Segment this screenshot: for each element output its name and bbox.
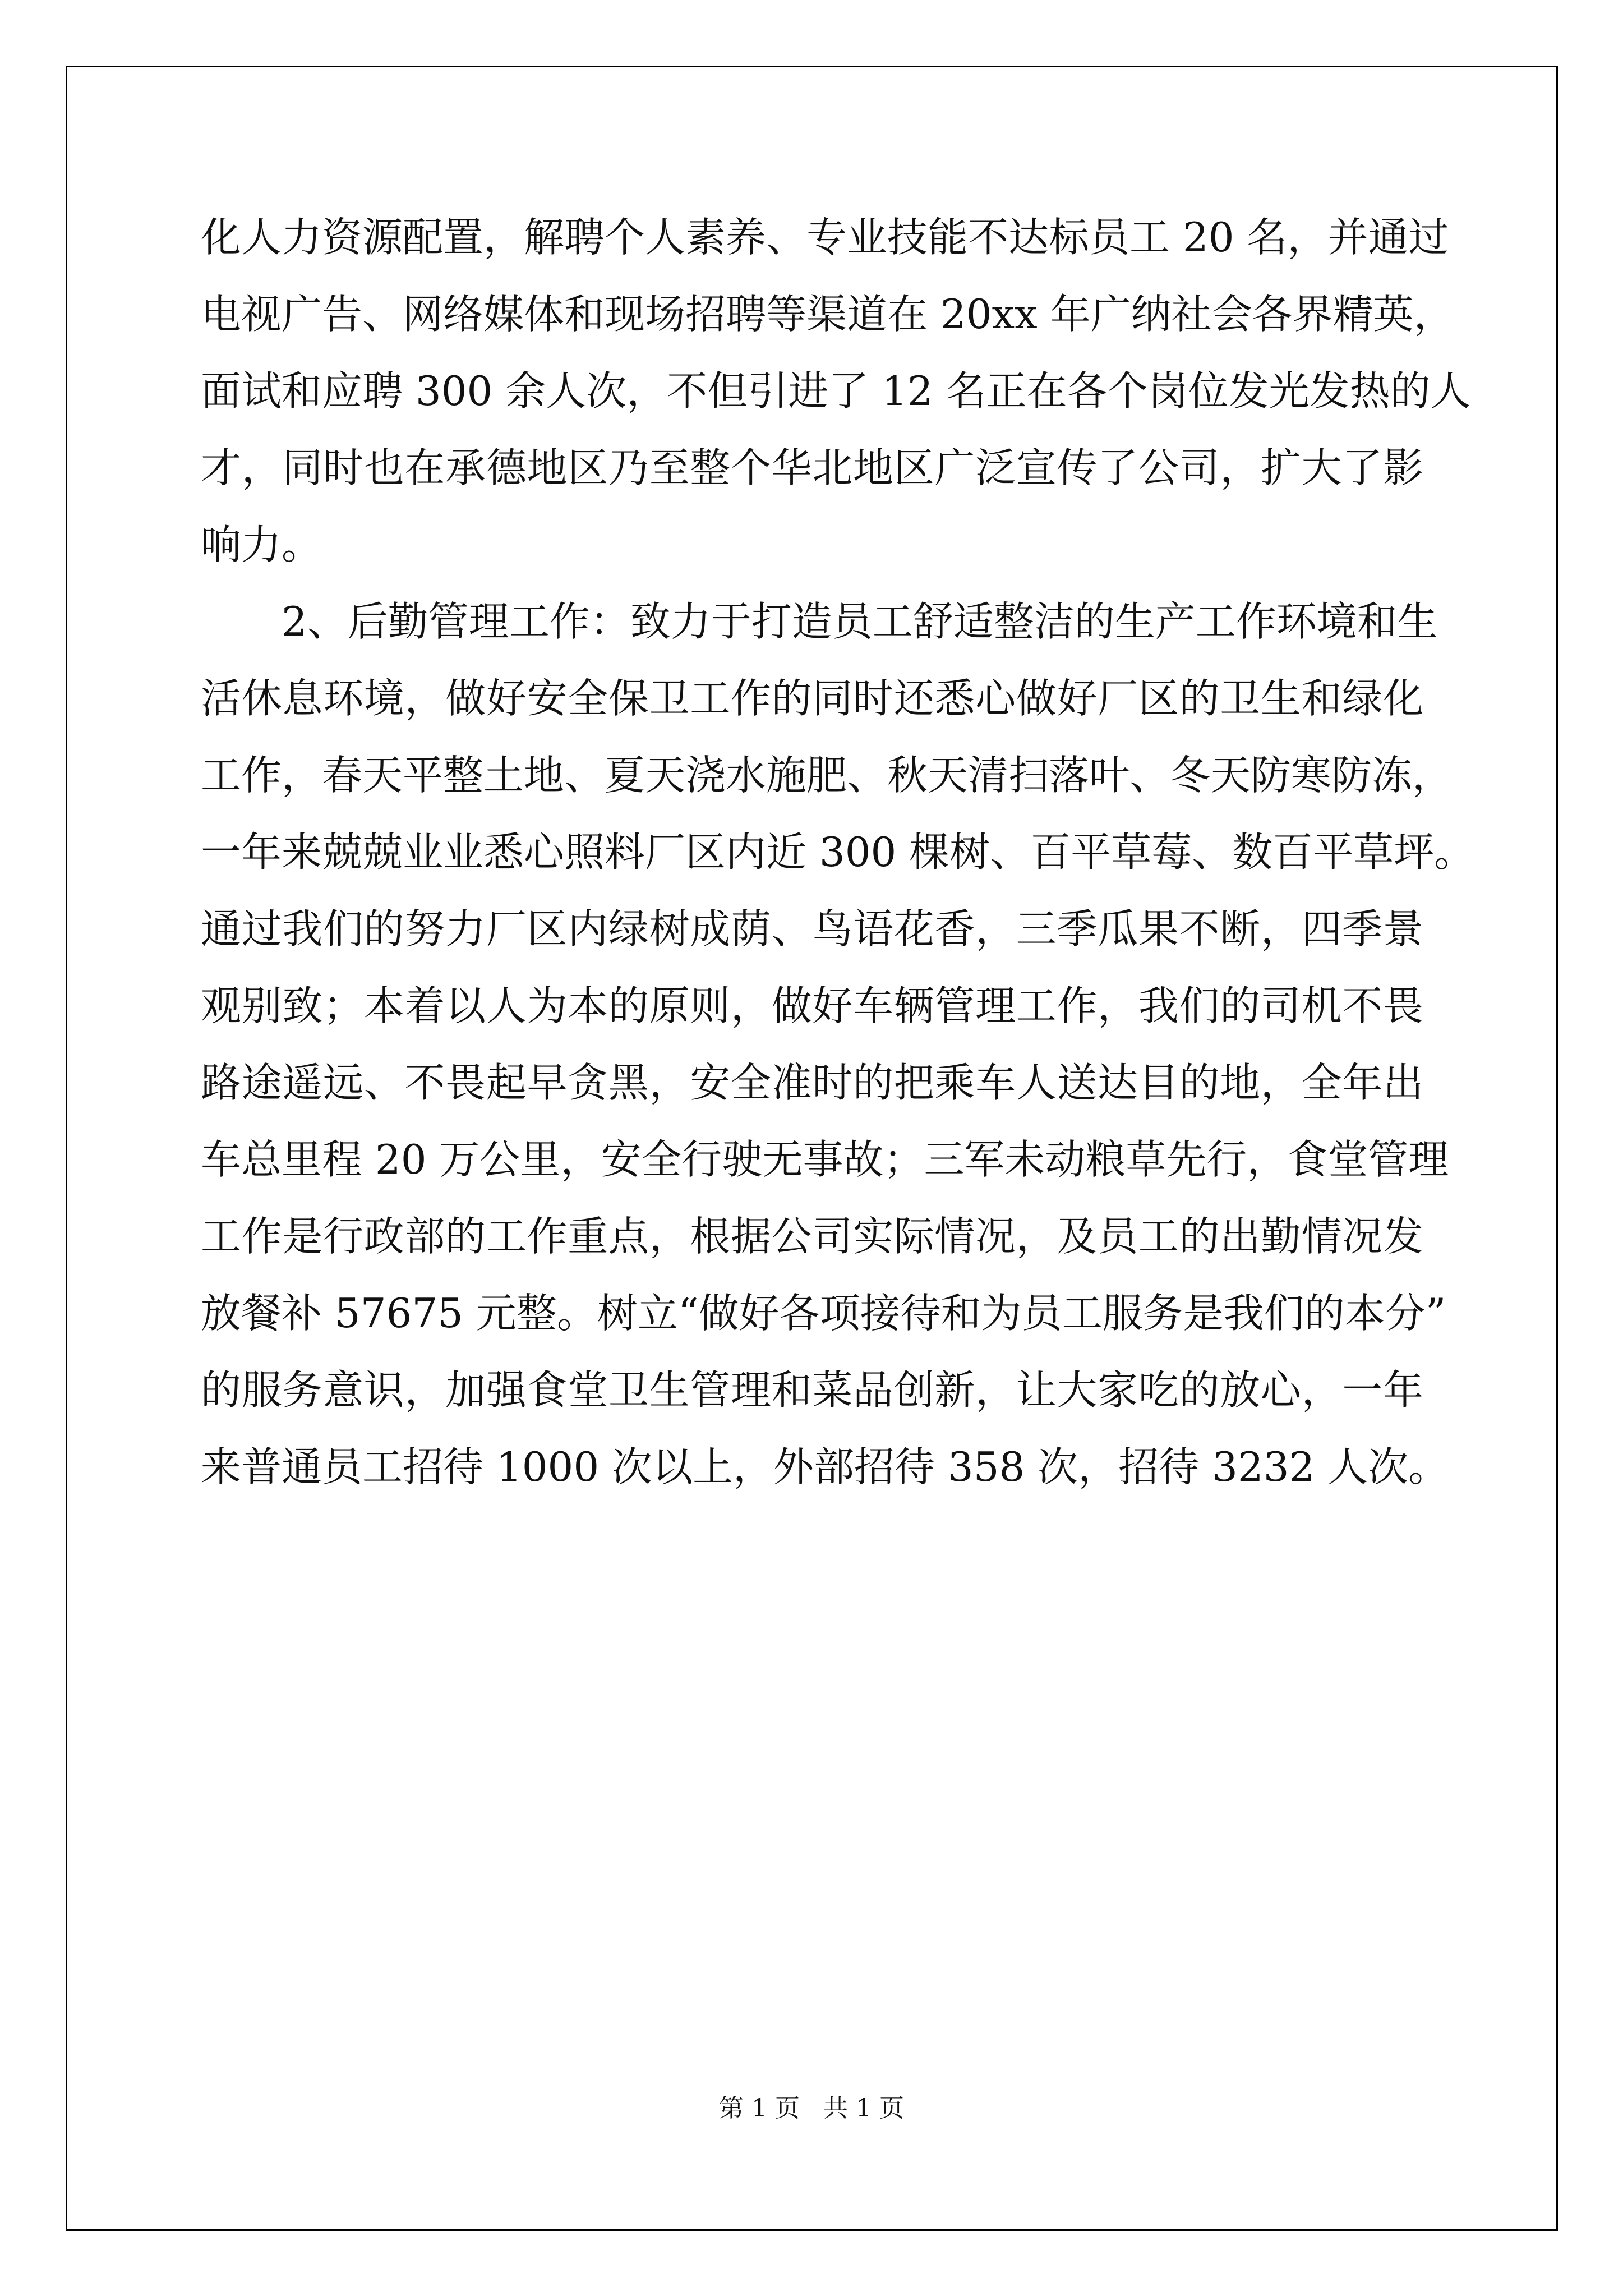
text-line: 的服务意识，加强食堂卫生管理和菜品创新，让大家吃的放心，一年 <box>201 1366 1423 1414</box>
text-line: 化人力资源配置，解聘个人素养、专业技能不达标员工 20 名，并通过 <box>201 214 1449 261</box>
page-footer <box>0 2088 1623 2124</box>
page-number: 第 1 页 <box>719 2094 800 2123</box>
text-line: 路途遥远、不畏起早贪黑，安全准时的把乘车人送达目的地，全年出 <box>201 1059 1423 1106</box>
text-line: 响力。 <box>201 521 322 568</box>
text-line: 通过我们的努力厂区内绿树成荫、鸟语花香，三季瓜果不断，四季景 <box>201 905 1423 953</box>
paragraph-1 <box>201 199 1471 583</box>
text-line: 面试和应聘 300 余人次，不但引进了 12 名正在各个岗位发光发热的人 <box>201 367 1471 415</box>
text-line: 车总里程 20 万公里，安全行驶无事故；三军未动粮草先行，食堂管理 <box>201 1136 1449 1183</box>
text-line: 电视广告、网络媒体和现场招聘等渠道在 20xx 年广纳社会各界精英， <box>201 291 1454 338</box>
document-body <box>201 199 1475 1506</box>
text-line: 观别致；本着以人为本的原则，做好车辆管理工作，我们的司机不畏 <box>201 982 1423 1029</box>
text-line: 才，同时也在承德地区乃至整个华北地区广泛宣传了公司，扩大了影 <box>201 444 1423 491</box>
text-line: 放餐补 57675 元整。树立“做好各项接待和为员工服务是我们的本分” <box>201 1290 1446 1337</box>
page-total: 共 1 页 <box>823 2094 904 2123</box>
paragraph-2 <box>201 583 1475 1506</box>
text-line: 工作是行政部的工作重点，根据公司实际情况，及员工的出勤情况发 <box>201 1213 1423 1260</box>
text-line: 2、后勤管理工作：致力于打造员工舒适整洁的生产工作环境和生 <box>282 598 1438 645</box>
text-line: 来普通员工招待 1000 次以上，外部招待 358 次，招待 3232 人次。 <box>201 1443 1449 1490</box>
text-line: 活休息环境，做好安全保卫工作的同时还悉心做好厂区的卫生和绿化 <box>201 675 1423 722</box>
text-line: 一年来兢兢业业悉心照料厂区内近 300 棵树、百平草莓、数百平草坪。 <box>201 829 1475 876</box>
text-line: 工作，春天平整土地、夏天浇水施肥、秋天清扫落叶、冬天防寒防冻， <box>201 752 1453 799</box>
